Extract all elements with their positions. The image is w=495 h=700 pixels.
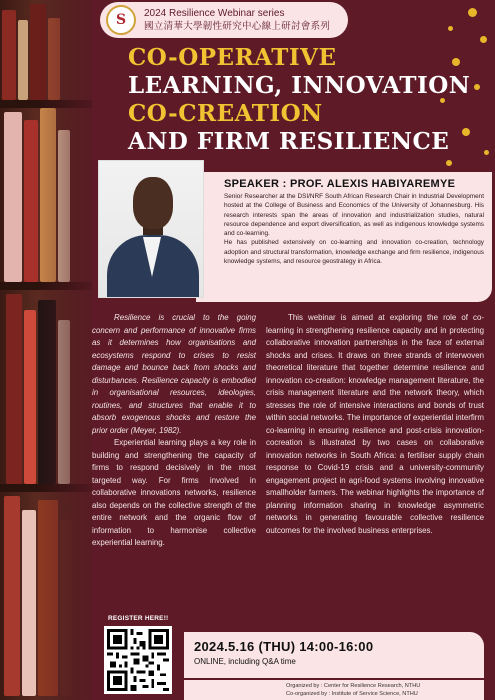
co-organized-by: Co-organized by : Institute of Service Science, NTHU — [286, 691, 418, 697]
abstract-right-column — [266, 312, 484, 537]
event-mode: ONLINE, including Q&A time — [194, 657, 296, 666]
webinar-title — [128, 44, 488, 156]
series-title-en: 2024 Resilience Webinar series — [144, 8, 285, 19]
speaker-bio-1: Senior Researcher at the DSI/NRF South African Research Chair in Industrial Development hosted at the College of Business and Economics of the University of Johannesburg. His research interests span the areas of innovation and industrialization studies, natural resource dependence and export diversification, as well as indigenous knowledge systems and co-learning. — [224, 193, 484, 238]
qr-code-icon — [107, 629, 169, 691]
abstract-paragraph-2: Experiential learning plays a key role in building and strengthening the capacity of firms to respond decisively in the most targeted way. For firms involved in collaborative innovations networks, resilience also depends on the collective strength of the entire network and the organic flow of information to harmonise collective experiential learning. — [92, 438, 256, 547]
abstract-paragraph-1: Resilience is crucial to the going concern and performance of innovative firms as it determines how organisations and ecosystems respond to crises to resist damage and bounce back from shocks and disturbances. Resilience capacity is embodied in organisational resources, ideologies, routines, and structures that enable it to absorb exogenous shocks and restore the prior order (Meyer, 1982). — [92, 313, 256, 435]
organized-by: Organized by : Center for Resilience Research, NTHU — [286, 683, 421, 689]
organizers — [184, 680, 484, 700]
register-label: REGISTER HERE!! — [108, 615, 169, 622]
event-details — [184, 632, 484, 678]
series-title-zh: 國立清華大學韌性研究中心線上研討會系列 — [144, 21, 331, 32]
center-logo: S — [106, 5, 136, 35]
speaker-name: SPEAKER : PROF. ALEXIS HABIYAREMYE — [224, 178, 456, 190]
speaker-card — [196, 172, 492, 302]
abstract-left-column — [92, 312, 256, 550]
bookshelf-background — [0, 0, 92, 700]
title-line-4: AND FIRM RESILIENCE — [128, 128, 450, 155]
speaker-photo — [98, 160, 204, 298]
event-date: 2024.5.16 (THU) 14:00-16:00 — [194, 639, 374, 654]
speaker-bio-2: He has published extensively on co-learning and innovation co-creation, technology adoption and structural transformation, knowledge exchange and firm resilience, indigenous knowledge systems, and resource geostrategy in Africa. — [224, 239, 484, 266]
series-header — [100, 2, 348, 38]
title-line-3: CO-CREATION — [128, 100, 323, 127]
title-line-2: LEARNING, INNOVATION — [128, 72, 471, 99]
abstract-paragraph-3: This webinar is aimed at exploring the role of co-learning in strengthening resilience capacity and in protecting collaborative innovation partnerships in the face of external shocks and crises. It draws on three strands of interwoven theoretical literature that together determine resilience and innovation co-creation: knowledge management literature, the crisis management literature and the network theory, which stresses the role of intensive interactions and bonds of trust within social networks. The importance of experiential interfirm co-learning in ensuring resilience and post-crisis innovation-cocreation is illustrated by two cases on collaborative innovation networks in South Africa: a fertiliser supply chain response to Covid-19 crisis and a university-community engagement project in agri-food systems involving innovative smallholder farmers. The webinar highlights the importance of planning information sharing in knowledge asymmetric networks in generating favourable collective resilience outcomes for the involved business enterprises. — [266, 313, 484, 535]
title-line-1: CO-OPERATIVE — [128, 44, 337, 71]
registration-qr-code[interactable] — [104, 626, 172, 694]
